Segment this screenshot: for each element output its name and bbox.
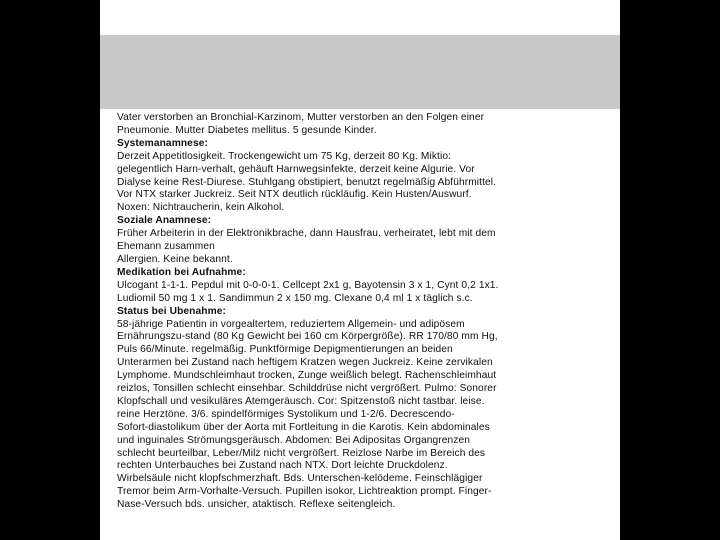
text-line: schlecht beurteilbar, Leber/Milz nicht vergrößert. Reizlose Narbe im Bereich des [117, 447, 486, 459]
text-line: Unterarmen bei Zustand nach heftigem Kratzen wegen Juckreiz. Keine zervikalen [117, 357, 493, 369]
text-line: Wirbelsäule nicht klopfschmerzhaft. Bds. Unterschen-kelödeme. Feinschlägiger [117, 473, 483, 485]
text-line: reine Herztöne. 3/6. spindelförmiges Systolikum und 1-2/6. Decrescendo- [117, 408, 455, 420]
text-line: Allergien. Keine bekannt. [117, 253, 233, 265]
document-text [117, 112, 609, 512]
text-line: reizlos, Tonsillen schlecht einsehbar. Schilddrüse nicht vergrößert. Pulmo: Sonorer [117, 383, 497, 395]
section-heading: Soziale Anamnese: [117, 215, 212, 227]
text-line: Dialyse keine Rest-Diurese. Stuhlgang obstipiert, benutzt regelmäßig Abführmittel. [117, 176, 497, 188]
section-heading: Status bei Übenahme: [117, 305, 226, 317]
text-line: Derzeit Appetitlosigkeit. Trockengewicht um 75 Kg, derzeit 80 Kg. Miktio: [117, 150, 452, 162]
text-line: gelegentlich Harn-verhalt, gehäuft Harnwegsinfekte, derzeit keine Algurie. Vor [117, 163, 475, 175]
header-gray-band [100, 35, 620, 109]
text-line: Ernährungszu-stand (80 Kg Gewicht bei 160 cm Körpergröße). RR 170/80 mm Hg, [117, 331, 498, 343]
text-line: Pneumonie. Mutter Diabetes mellitus. 5 gesunde Kinder. [117, 124, 377, 136]
text-line: Noxen: Nichtraucherin, kein Alkohol. [117, 202, 285, 214]
text-line: Ulcogant 1-1-1. Pepdul mit 0-0-0-1. Cellcept 2x1 g, Bayotensin 3 x 1, Cynt 0,2 1x1. [117, 279, 499, 291]
text-line: Klopfschall und vesikuläres Atemgeräusch. Cor: Spitzenstoß nicht tastbar. leise. [117, 395, 485, 407]
document-page [100, 0, 620, 540]
text-line: Ludiomil 50 mg 1 x 1. Sandimmun 2 x 150 mg. Clexane 0,4 ml 1 x täglich s.c. [117, 292, 473, 304]
text-line: Früher Arbeiterin in der Elektronikbrache, dann Hausfrau. verheiratet, lebt mit dem [117, 228, 496, 240]
text-line: Nase-Versuch bds. unsicher, ataktisch. Reflexe seitengleich. [117, 499, 396, 511]
section-heading: Medikation bei Aufnahme: [117, 266, 246, 278]
text-line: Ehemann zusammen [117, 241, 215, 253]
section-heading: Systemanamnese: [117, 137, 208, 149]
text-line: Puls 66/Minute. regelmäßig. Punktförmige Depigmentierungen an beiden [117, 344, 453, 356]
text-line: Vor NTX starker Juckreiz. Seit NTX deutlich rückläufig. Kein Husten/Auswurf. [117, 189, 472, 201]
text-line: Lymphome. Mundschleimhaut trocken, Zunge weißlich belegt. Rachenschleimhaut [117, 370, 497, 382]
text-line: Tremor beim Arm-Vorhalte-Versuch. Pupillen isokor, Lichtreaktion prompt. Finger- [117, 486, 492, 498]
text-line: Vater verstorben an Bronchial-Karzinom, Mutter verstorben an den Folgen einer [117, 112, 485, 123]
text-line: und inguinales Strömungsgeräusch. Abdomen: Bei Adipositas Organgrenzen [117, 434, 471, 446]
text-line: Sofort-diastolikum über der Aorta mit Fortleitung in die Karotis. Kein abdominales [117, 421, 490, 433]
text-line: 58-jährige Patientin in vorgealtertem, reduziertem Allgemein- und adipösem [117, 318, 465, 330]
text-line: rechten Unterbauches bei Zustand nach NTX. Dort leichte Druckdolenz. [117, 460, 448, 472]
